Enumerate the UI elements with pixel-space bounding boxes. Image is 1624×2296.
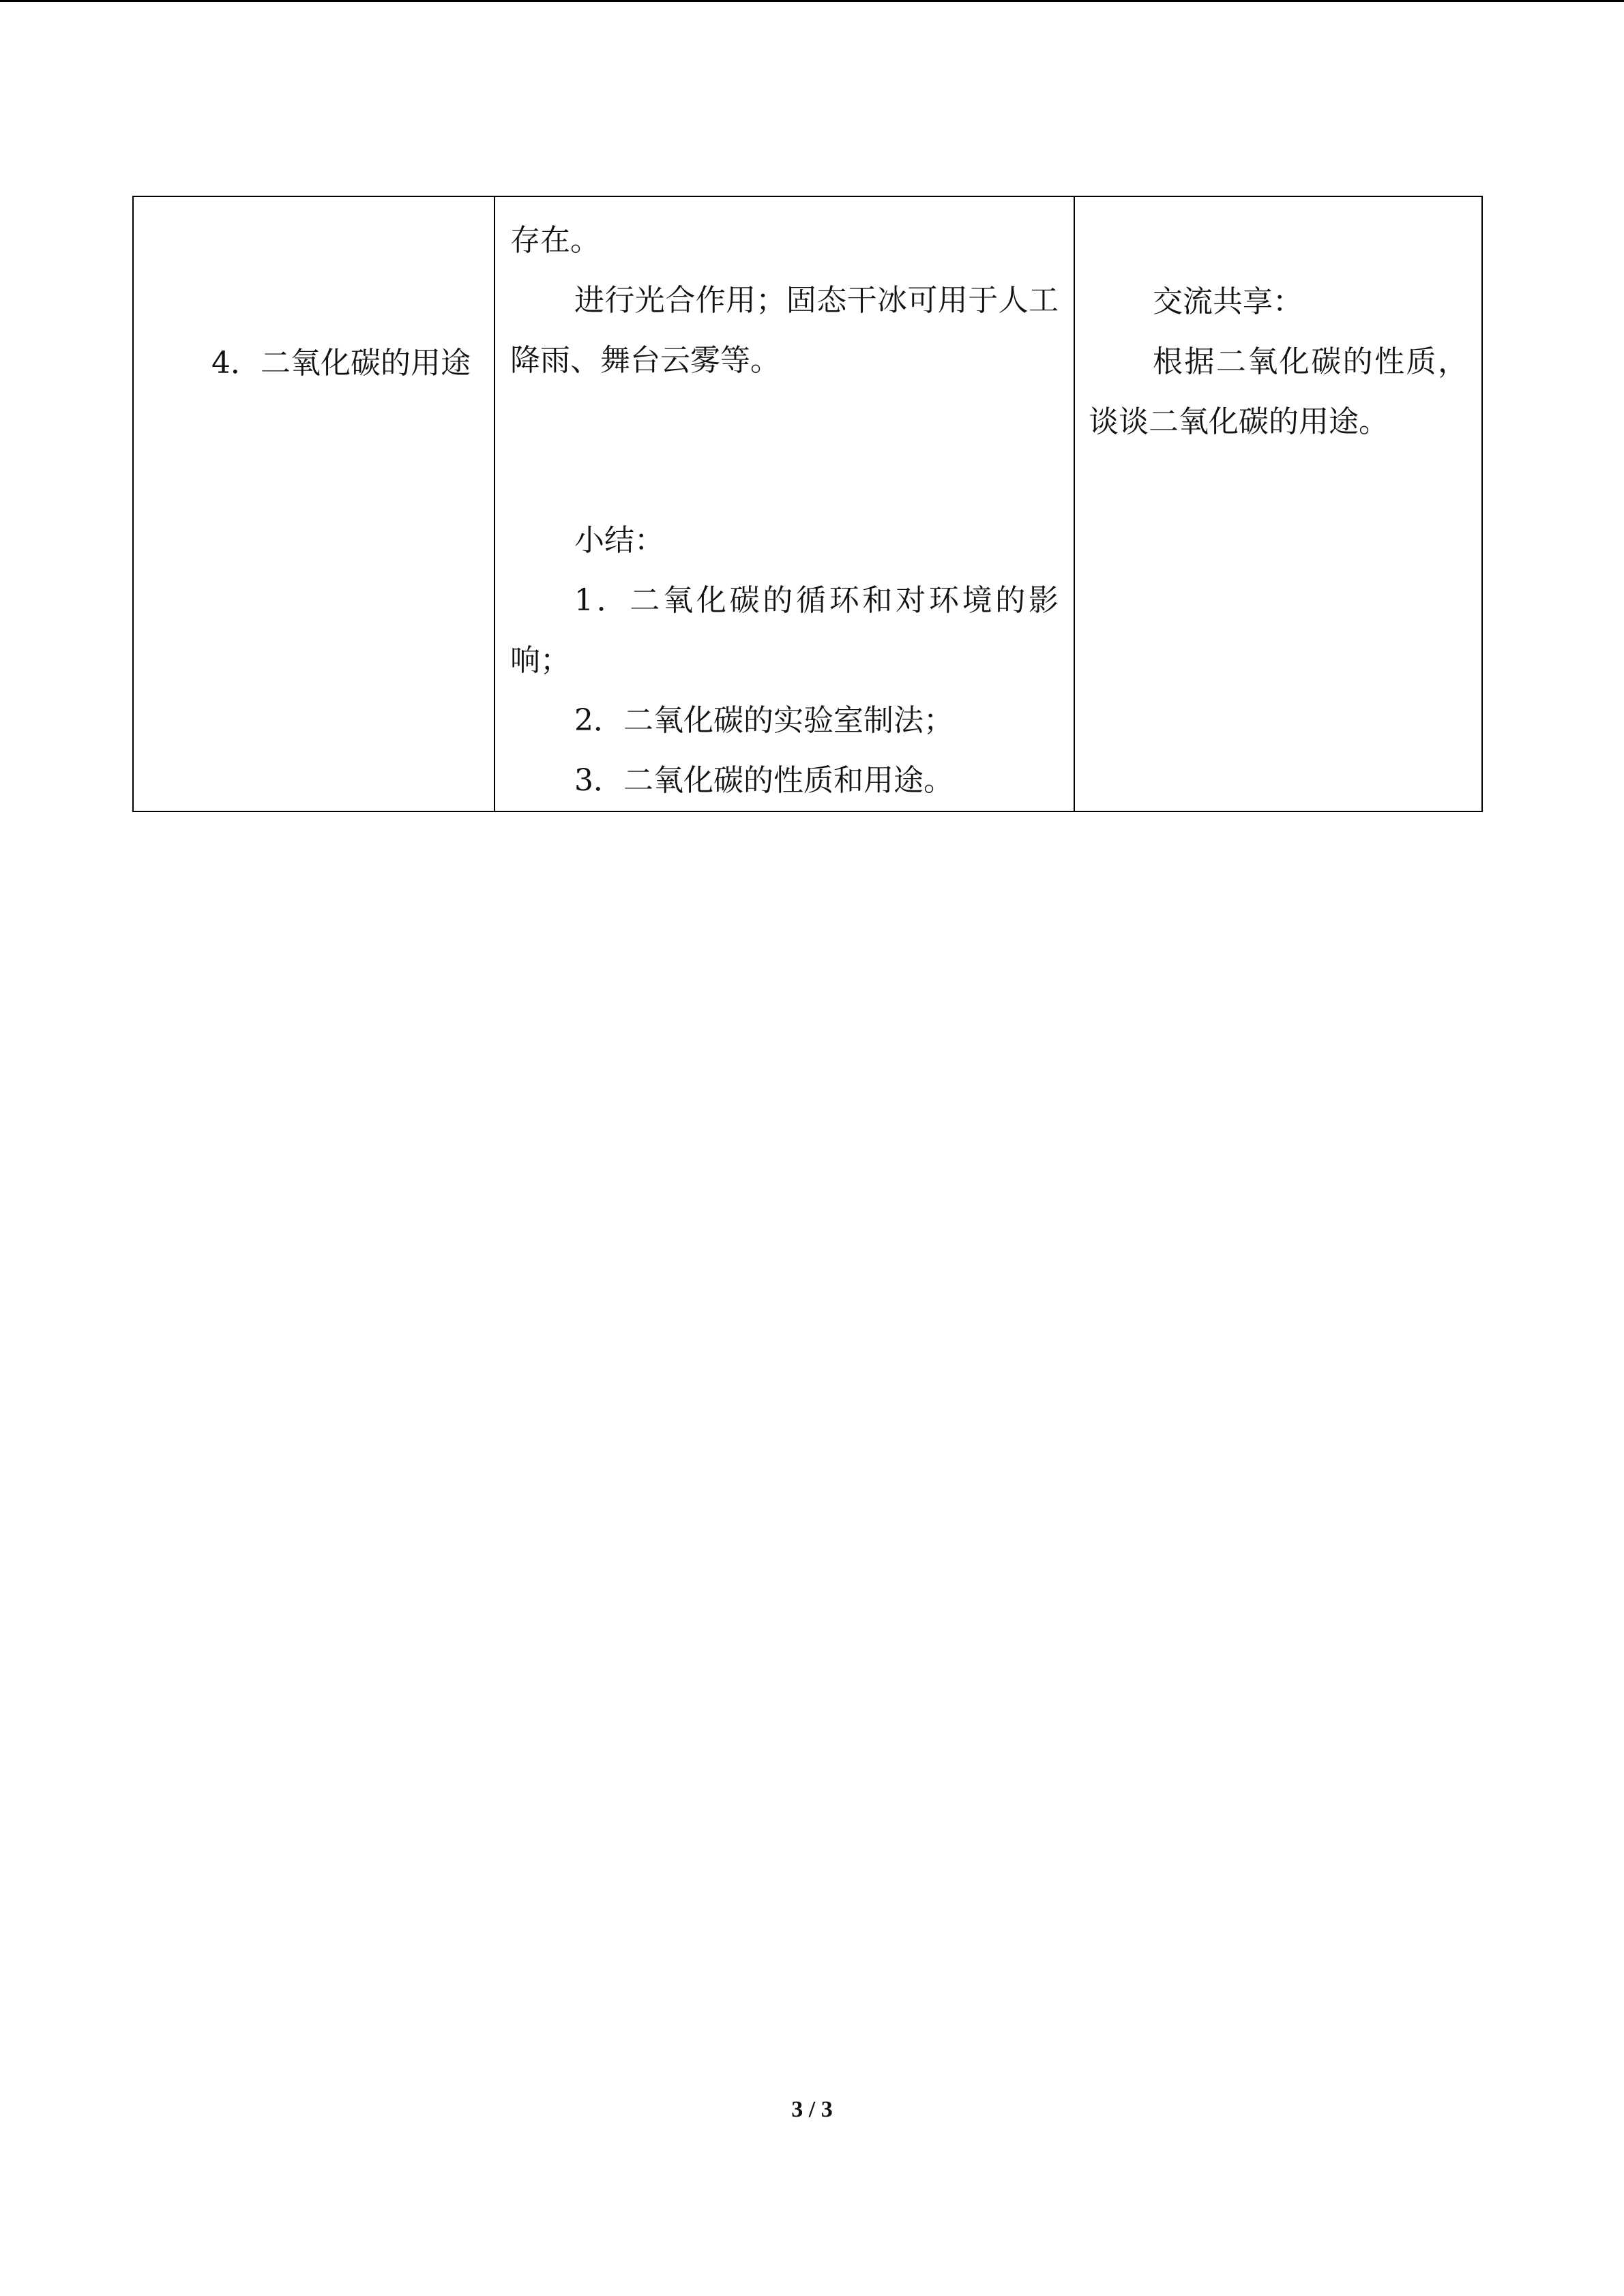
activity-title: 交流共享： xyxy=(1153,284,1303,319)
summary-item-3: 3．二氧化碳的性质和用途。 xyxy=(574,763,954,798)
summary-title: 小结： xyxy=(574,523,664,558)
content-cell xyxy=(494,196,1074,811)
summary-item-2: 2．二氧化碳的实验室制法； xyxy=(574,703,954,738)
table-row xyxy=(133,196,1482,811)
paragraph-gap xyxy=(510,391,1059,511)
page-number: 3 / 3 xyxy=(791,2097,833,2122)
summary-item-1: 1．二氧化碳的循环和对环境的影响； xyxy=(510,583,1059,678)
activity-description: 根据二氧化碳的性质，谈谈二氧化碳的用途。 xyxy=(1089,344,1468,439)
photosynthesis-text: 进行光合作用；固态干冰可用于人工降雨、舞台云雾等。 xyxy=(510,283,1059,378)
activity-cell xyxy=(1074,196,1482,811)
lesson-plan-table xyxy=(132,196,1483,812)
page-top-border xyxy=(0,0,1624,2)
topic-cell xyxy=(133,196,494,811)
content-line-1: 存在。 xyxy=(510,223,600,258)
topic-text: 4．二氧化碳的用途 xyxy=(211,346,471,381)
